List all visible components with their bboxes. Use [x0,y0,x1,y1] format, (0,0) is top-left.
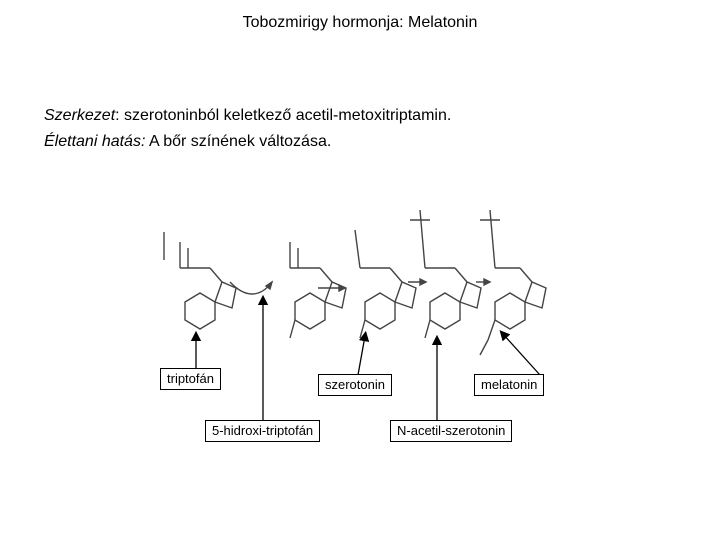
label-hydroxy-tryptophan: 5-hidroxi-triptofán [205,420,320,442]
effect-line [44,133,331,151]
effect-label: Élettani hatás: [44,133,146,150]
hydroxy-tryptophan-structure [290,242,346,338]
label-tryptophan: triptofán [160,368,221,390]
acetyl-serotonin-structure [410,210,481,338]
melatonin-synthesis-pathway-figure [150,190,550,370]
label-serotonin: szerotonin [318,374,392,396]
structure-text: : szerotoninból keletkező acetil-metoxitriptamin. [115,107,452,124]
label-melatonin: melatonin [474,374,544,396]
structure-label: Szerkezet [44,107,116,124]
tryptophan-structure [164,232,236,329]
effect-text: A bőr színének változása. [145,133,332,150]
page-title: Tobozmirigy hormonja: Melatonin [242,14,478,31]
reaction-arrow-1 [230,282,272,294]
serotonin-structure [355,230,416,338]
label-acetyl-serotonin: N-acetil-szerotonin [390,420,512,442]
structure-line [44,107,451,125]
